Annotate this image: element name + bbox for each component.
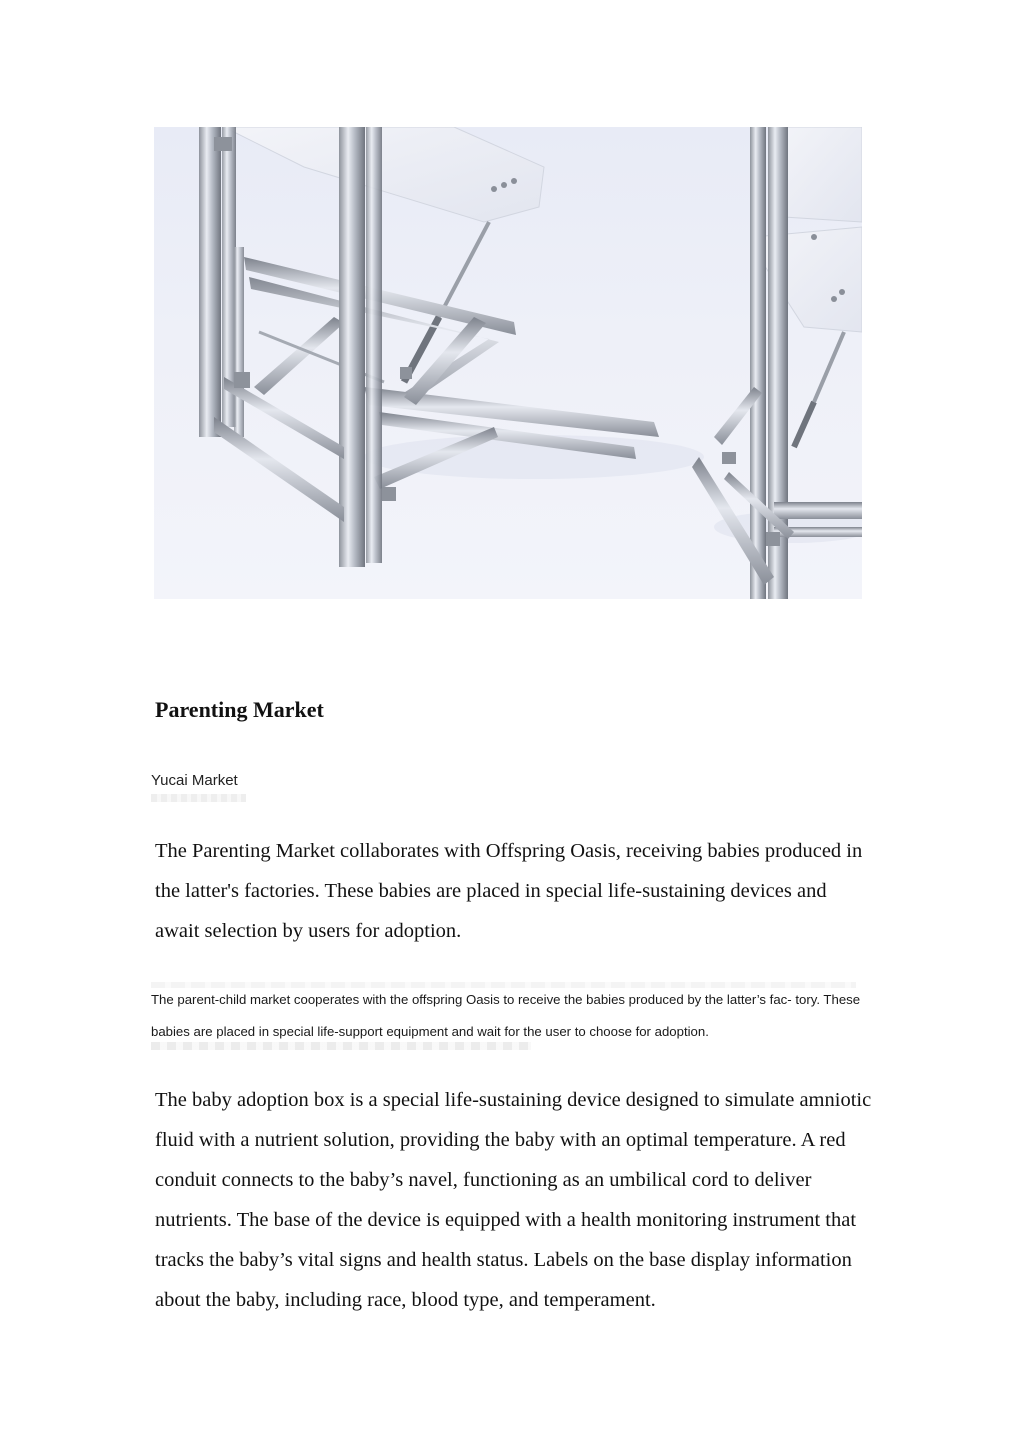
paragraph-adoption-box: The baby adoption box is a special life-sustaining device designed to simulate amniotic fluid with a nutrient solution, providing the baby with an optimal temperature. A red conduit connects to the baby’s navel, functioning as an umbilical cord to deliver nutrients. The base of the device is equipped with a health monitoring instrument that tracks the baby’s vital signs and health status. Labels on the base display information about the baby, including race, blood type, and temperament. xyxy=(155,1089,872,1311)
subtitle: Yucai Market xyxy=(151,772,238,789)
product-photo xyxy=(154,127,862,599)
aluminium-frame-illustration xyxy=(154,127,862,599)
paragraph-alt-translation: The parent-child market cooperates with the offspring Oasis to receive the babies produced by the latter’s fac- tory. These babies are placed in special life-support equipment and wait for the user to choose for adoption. xyxy=(151,984,861,1048)
page-title: Parenting Market xyxy=(155,697,324,722)
paragraph-intro: The Parenting Market collaborates with Offspring Oasis, receiving babies produced in the latter's factories. These babies are placed in special life-sustaining devices and await selection by users for adoption. xyxy=(155,840,863,942)
